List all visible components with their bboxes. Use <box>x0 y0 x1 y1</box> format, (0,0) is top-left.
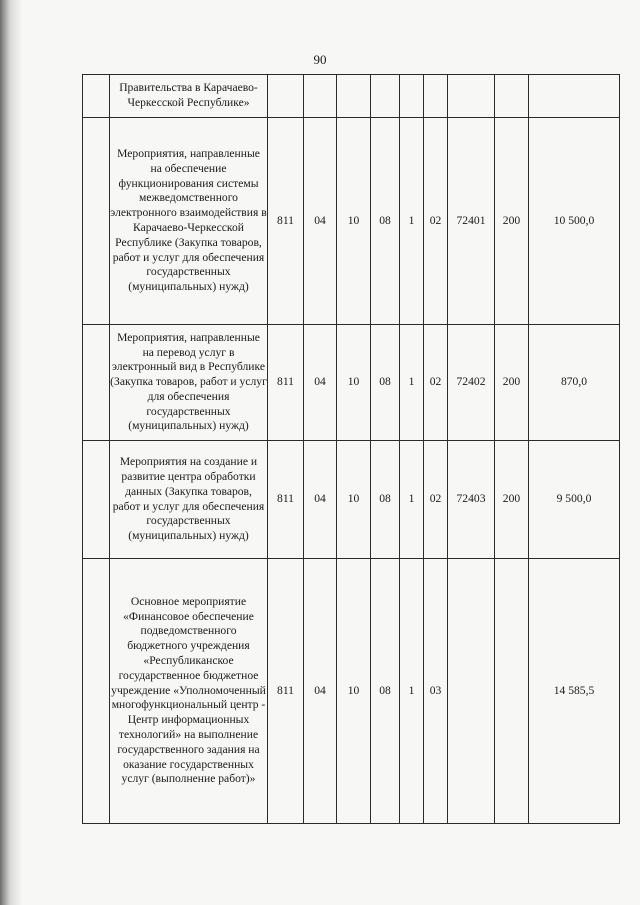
row-number-cell <box>83 559 110 824</box>
row-number-cell <box>83 75 110 118</box>
table-row <box>83 559 620 824</box>
program-code-cell: 08 <box>371 441 400 559</box>
direction-code-cell <box>448 559 495 824</box>
table-row <box>83 75 620 118</box>
event-name-cell: Мероприятия, направленные на перевод услуг в электронный вид в Республике (Закупка товаров, работ и услуг для обеспечения государственных (муниципальных) нужд) <box>110 325 268 441</box>
direction-code-cell <box>448 75 495 118</box>
scan-edge-shadow <box>0 0 22 905</box>
event-name-cell: Мероприятия, направленные на обеспечение функционирования системы межведомственного электронного взаимодействия в Карачаево-Черкесской Республике (Закупка товаров, работ и услуг для обеспечения государственных (муниципальных) нужд) <box>110 118 268 325</box>
subprogram-code-cell: 1 <box>400 118 424 325</box>
direction-code-cell: 72402 <box>448 325 495 441</box>
event-name-cell: Правительства в Карачаево-Черкесской Республике» <box>110 75 268 118</box>
expense-type-cell <box>495 75 529 118</box>
ministry-code-cell: 811 <box>268 118 304 325</box>
amount-cell: 9 500,0 <box>529 441 620 559</box>
amount-cell: 14 585,5 <box>529 559 620 824</box>
subprogram-code-cell: 1 <box>400 559 424 824</box>
subsection-code-cell: 10 <box>337 441 371 559</box>
table-row <box>83 441 620 559</box>
subsection-code-cell: 10 <box>337 118 371 325</box>
event-code-cell: 02 <box>424 441 448 559</box>
subsection-code-cell <box>337 75 371 118</box>
event-code-cell: 03 <box>424 559 448 824</box>
event-code-cell: 02 <box>424 118 448 325</box>
page-number: 90 <box>313 52 327 67</box>
program-code-cell <box>371 75 400 118</box>
amount-cell: 10 500,0 <box>529 118 620 325</box>
subprogram-code-cell: 1 <box>400 325 424 441</box>
ministry-code-cell <box>268 75 304 118</box>
event-code-cell <box>424 75 448 118</box>
expense-type-cell: 200 <box>495 118 529 325</box>
expense-type-cell <box>495 559 529 824</box>
subprogram-code-cell: 1 <box>400 441 424 559</box>
budget-table <box>82 74 620 824</box>
subprogram-code-cell <box>400 75 424 118</box>
table-row <box>83 118 620 325</box>
section-code-cell: 04 <box>304 118 337 325</box>
section-code-cell: 04 <box>304 325 337 441</box>
row-number-cell <box>83 325 110 441</box>
subsection-code-cell: 10 <box>337 559 371 824</box>
event-code-cell: 02 <box>424 325 448 441</box>
direction-code-cell: 72401 <box>448 118 495 325</box>
section-code-cell: 04 <box>304 441 337 559</box>
ministry-code-cell: 811 <box>268 559 304 824</box>
section-code-cell <box>304 75 337 118</box>
program-code-cell: 08 <box>371 325 400 441</box>
program-code-cell: 08 <box>371 118 400 325</box>
direction-code-cell: 72403 <box>448 441 495 559</box>
ministry-code-cell: 811 <box>268 325 304 441</box>
event-name-cell: Основное мероприятие «Финансовое обеспечение подведомственного бюджетного учреждения «Республиканское государственное бюджетное учреждение «Уполномоченный многофункциональный центр - Центр информационных технологий» на выполнение государственного задания на оказание государственных услуг (выполнение работ)» <box>110 559 268 824</box>
amount-cell: 870,0 <box>529 325 620 441</box>
program-code-cell: 08 <box>371 559 400 824</box>
table-row <box>83 325 620 441</box>
section-code-cell: 04 <box>304 559 337 824</box>
expense-type-cell: 200 <box>495 325 529 441</box>
event-name-cell: Мероприятия на создание и развитие центра обработки данных (Закупка товаров, работ и услуг для обеспечения государственных (муниципальных) нужд) <box>110 441 268 559</box>
ministry-code-cell: 811 <box>268 441 304 559</box>
expense-type-cell: 200 <box>495 441 529 559</box>
amount-cell <box>529 75 620 118</box>
row-number-cell <box>83 118 110 325</box>
subsection-code-cell: 10 <box>337 325 371 441</box>
row-number-cell <box>83 441 110 559</box>
